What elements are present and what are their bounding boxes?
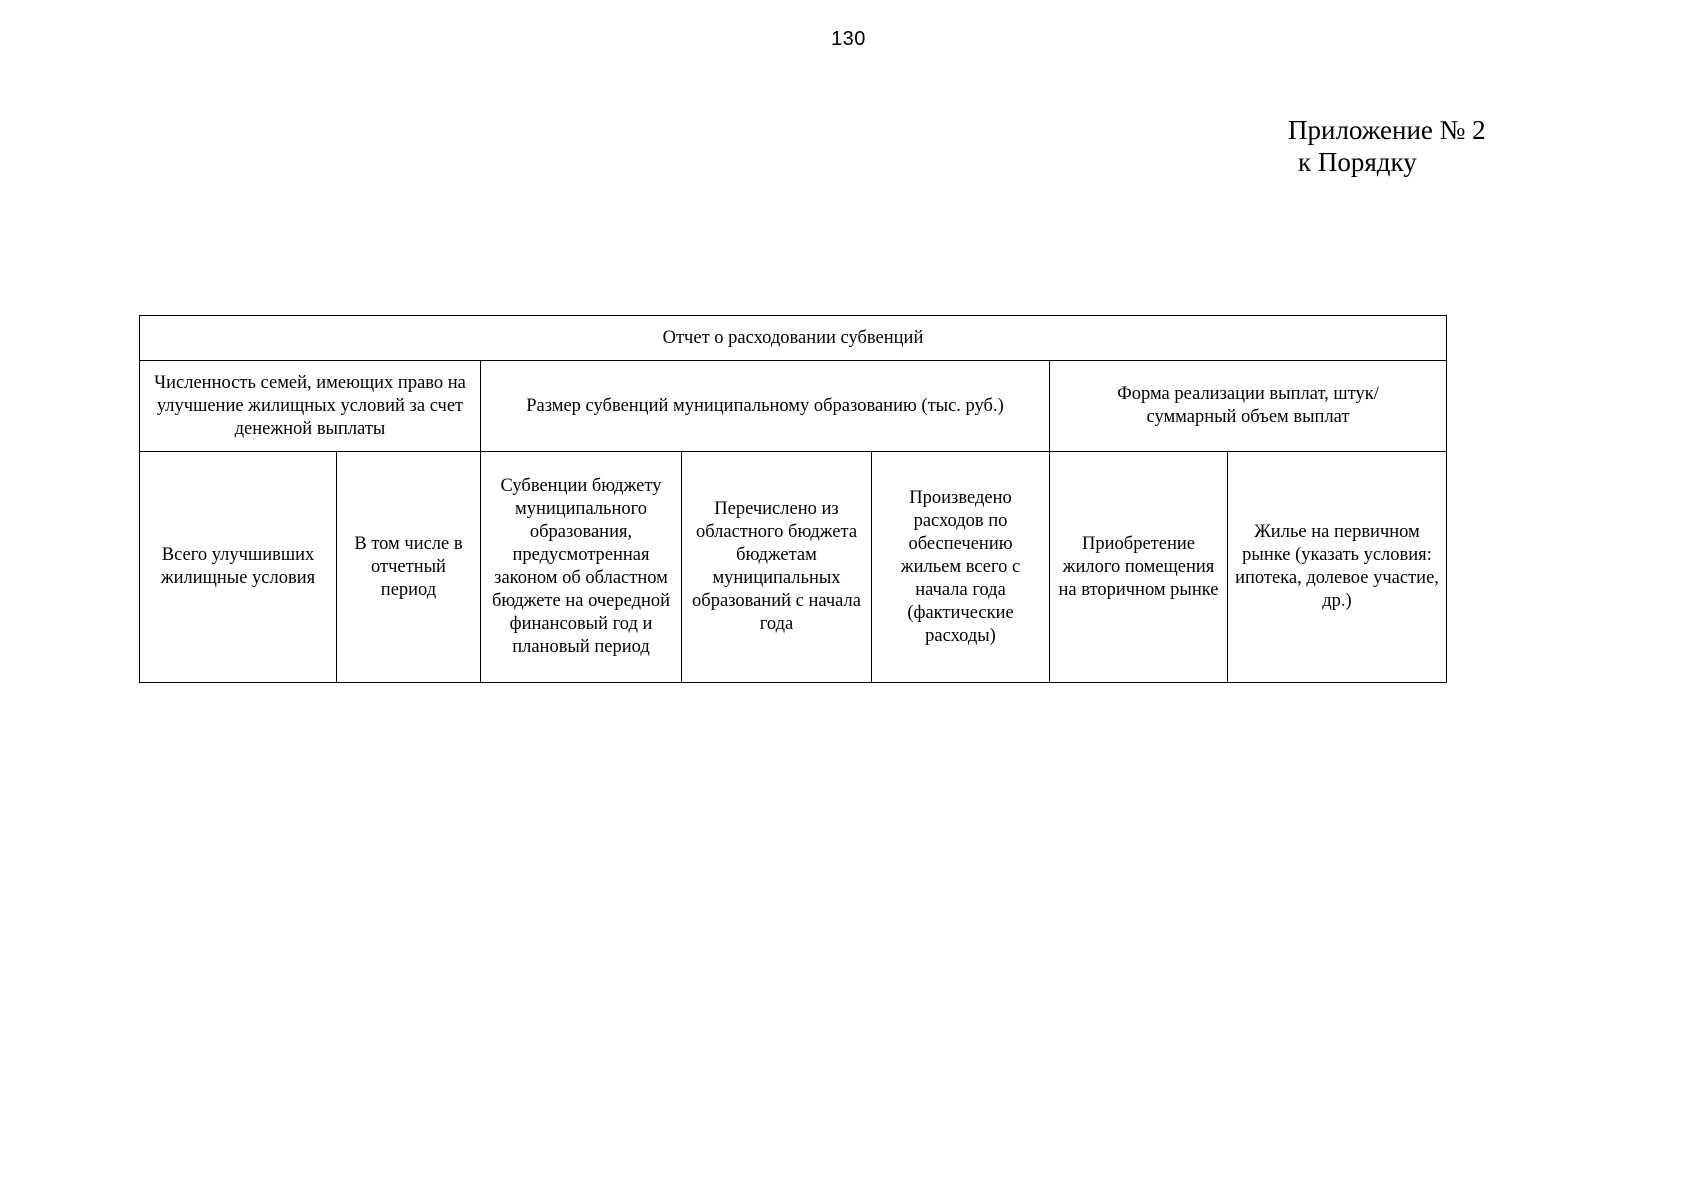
group-header-families: Численность семей, имеющих право на улучшение жилищных условий за счет денежной выплаты <box>140 361 481 452</box>
table-group-header-row <box>140 361 1447 452</box>
group-header-payment-form: Форма реализации выплат, штук/суммарный объем выплат <box>1050 361 1447 452</box>
table-title: Отчет о расходовании субвенций <box>140 316 1447 361</box>
table-title-row <box>140 316 1447 361</box>
group-header-subvention-amount: Размер субвенций муниципальному образованию (тыс. руб.) <box>481 361 1050 452</box>
appendix-subtitle: к Порядку <box>1298 147 1417 177</box>
appendix-title: Приложение № 2 <box>1288 115 1486 145</box>
table-column-header-row <box>140 452 1447 683</box>
column-header-primary-market: Жилье на первичном рынке (указать условия: ипотека, долевое участие, др.) <box>1228 452 1447 683</box>
column-header-budget-subvention: Субвенции бюджету муниципального образования, предусмотренная законом об областном бюджете на очередной финансовый год и плановый период <box>481 452 682 683</box>
column-header-transferred: Перечислено из областного бюджета бюджетам муниципальных образований с начала года <box>682 452 872 683</box>
column-header-secondary-market: Приобретение жилого помещения на вторичном рынке <box>1050 452 1228 683</box>
subvention-report-table <box>139 315 1447 683</box>
column-header-reporting-period: В том числе в отчетный период <box>337 452 481 683</box>
column-header-total-improved: Всего улучшивших жилищные условия <box>140 452 337 683</box>
column-header-expenses: Произведено расходов по обеспечению жильем всего с начала года (фактические расходы) <box>872 452 1050 683</box>
appendix-header <box>1288 114 1486 178</box>
page-number: 130 <box>831 28 866 50</box>
